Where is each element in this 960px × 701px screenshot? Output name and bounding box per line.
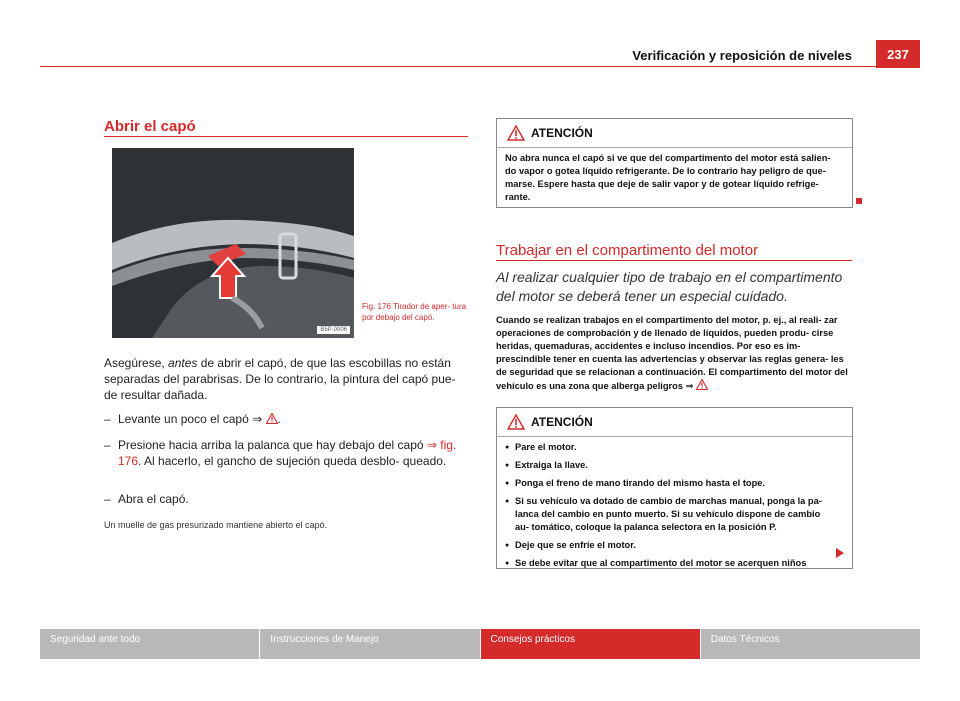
footer-tab-practical-tips[interactable]: Consejos prácticos — [481, 629, 700, 659]
warning-triangle-icon — [507, 414, 525, 430]
list-item: ● Pare el motor. — [505, 441, 832, 454]
step-1 — [104, 411, 468, 427]
step-2 — [104, 437, 468, 469]
figure-code: B5P-0006 — [317, 326, 350, 334]
step-1-text: Levante un poco el capó ⇒ — [118, 412, 266, 426]
list-item: ● Deje que se enfríe el motor. — [505, 539, 832, 552]
list-item: ● Ponga el freno de mano tirando del mismo hasta el tope. — [505, 477, 832, 490]
intro-emphasis: antes — [168, 356, 198, 370]
page-number: 237 — [876, 40, 920, 68]
hood-release-illustration — [112, 148, 354, 338]
warning-box-2 — [496, 407, 853, 569]
step-3 — [104, 491, 468, 507]
footer-tab-safety[interactable]: Seguridad ante todo — [40, 629, 259, 659]
figure-hood-release — [112, 148, 354, 338]
warning-box-1-header — [497, 119, 852, 148]
list-item: ● Se debe evitar que al compartimento del motor se acerquen niños — [505, 557, 832, 570]
step-dash: – — [104, 412, 111, 426]
section-title-rule-2 — [496, 260, 852, 261]
warning-box-1-label: ATENCIÓN — [531, 126, 593, 140]
section-end-marker — [856, 198, 862, 204]
intro-text-1: Asegúrese, — [104, 356, 169, 370]
warning-box-2-header — [497, 408, 852, 437]
warning-box-2-label: ATENCIÓN — [531, 415, 593, 429]
intro-text-2: de abrir el capó, de que las escobillas no están separadas del parabrisas. De lo contrario, la pintura del capó pue- de resultar dañada. — [104, 356, 456, 402]
gas-spring-note: Un muelle de gas presurizado mantiene abierto el capó. — [104, 520, 328, 530]
intro-paragraph — [104, 355, 468, 403]
warning-box-1-text: No abra nunca el capó si ve que del compartimento del motor está salien- do vapor o gotea líquido refrigerante. De lo contrario hay peligro de que- marse. Espere hasta que deje de salir vapor y de gotear líquido refrige- rante. — [505, 153, 831, 202]
steps-list — [104, 411, 468, 506]
figure-reference-link[interactable]: ⇒ fig. 176 — [118, 438, 457, 468]
safety-paragraph — [496, 314, 852, 393]
running-header-title: Verificación y reposición de niveles — [632, 48, 852, 63]
figure-caption: Fig. 176 Tirador de aper- tura por debajo del capó. — [362, 302, 467, 322]
lead-paragraph: Al realizar cualquier tipo de trabajo en el compartimento del motor se deberá tener un especial cuidado. — [496, 269, 843, 304]
section-title-rule — [104, 136, 468, 137]
warning-triangle-icon — [507, 125, 525, 141]
step-dash: – — [104, 438, 111, 452]
step-1-suffix: . — [277, 412, 281, 426]
header-rule — [40, 66, 878, 67]
warning-triangle-icon[interactable] — [266, 413, 278, 424]
step-2-text-2: . Al hacerlo, el gancho de sujeción queda desblo- queado. — [138, 454, 447, 468]
warning-box-2-list — [505, 441, 832, 575]
warning-box-1 — [496, 118, 853, 208]
list-item: ● Extraiga la llave. — [505, 459, 832, 472]
footer-tab-instructions[interactable]: Instrucciones de Manejo — [260, 629, 479, 659]
step-3-text: Abra el capó. — [118, 492, 189, 506]
list-item: ● Si su vehículo va dotado de cambio de marchas manual, ponga la pa- lanca del cambio en punto muerto. Si su vehículo dispone de cambio au- tomático, coloque la palanca selectora en la posición P. — [505, 495, 832, 534]
section-title-open-hood: Abrir el capó — [104, 118, 196, 135]
safety-paragraph-text: Cuando se realizan trabajos en el compartimento del motor, p. ej., al reali- zar operaciones de comprobación y de llenado de líquidos, pueden produ- cirse heridas, quemaduras, accidentes e incluso incendios. Por eso es im- prescindible tener en cuenta las advertencias y observar las reglas genera- les de seguridad que se relacionan a continuación. El compartimento del motor del vehículo es una zona que alberga peligros ⇒ — [496, 315, 848, 391]
continue-arrow-icon[interactable] — [836, 548, 844, 558]
step-2-text: Presione hacia arriba la palanca que hay debajo del capó — [118, 438, 427, 452]
footer-tab-technical-data[interactable]: Datos Técnicos — [701, 629, 920, 659]
section-title-engine-work: Trabajar en el compartimento del motor — [496, 242, 759, 259]
step-dash: – — [104, 492, 111, 506]
footer-nav — [40, 629, 920, 659]
warning-triangle-icon[interactable] — [696, 379, 708, 390]
